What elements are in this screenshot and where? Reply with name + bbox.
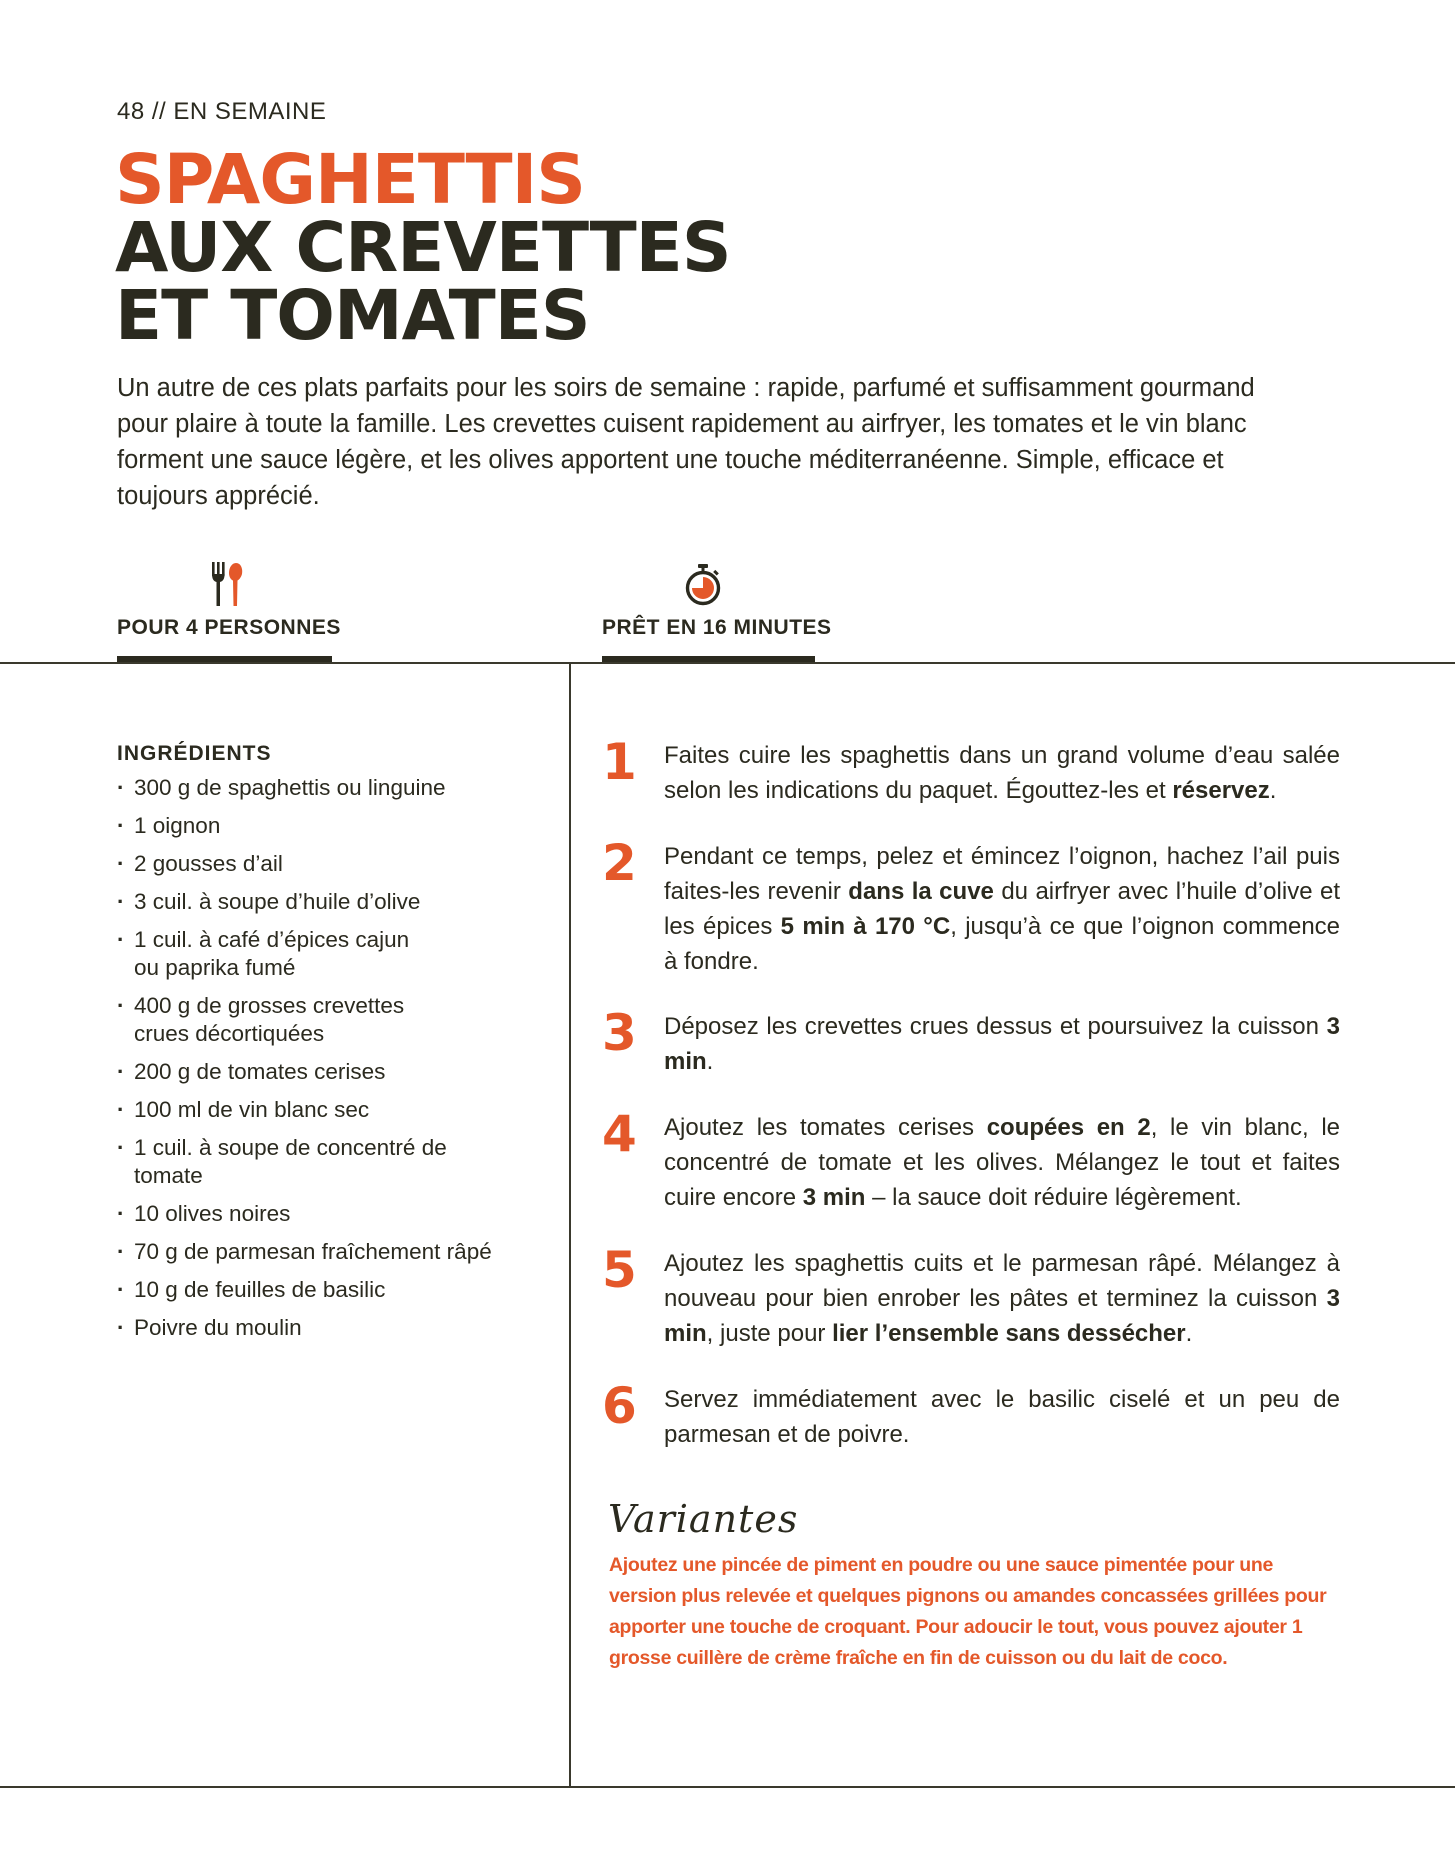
step-text (664, 1382, 1340, 1452)
step-text-segment: Déposez les crevettes crues dessus et poursuivez la cuisson (664, 1013, 1327, 1040)
column-divider (569, 663, 571, 1788)
title-line-3: ET TOMATES (115, 276, 590, 356)
variantes-text: Ajoutez une pincée de piment en poudre ou une sauce pimentée pour une version plus relevée et quelques pignons ou amandes concassées grillées pour apporter une touche de croquant. Pour adoucir le tout, vous pouvez ajouter 1 grosse cuillère de crème fraîche en fin de cuisson ou du lait de coco. (609, 1554, 1327, 1669)
step-text-segment: Servez immédiatement avec le basilic ciselé et un peu de parmesan et de poivre. (664, 1386, 1340, 1448)
ingredient-item: · 400 g de grosses crevettes crues décortiquées (117, 992, 434, 1048)
step-text-segment: Ajoutez les tomates cerises (664, 1114, 987, 1141)
step-text-segment: Faites cuire les spaghettis dans un grand volume d’eau salée selon les indications du paquet. Égouttez-les et (664, 742, 1340, 804)
step-emphasis: coupées en 2 (986, 1114, 1151, 1141)
ingredients-title: INGRÉDIENTS (117, 742, 272, 765)
ingredient-item: · 200 g de tomates cerises (117, 1058, 557, 1086)
step-number: 3 (602, 1004, 637, 1062)
ingredients-list (117, 774, 557, 1352)
title-line-1: SPAGHETTIS (115, 140, 585, 220)
step-emphasis: 3 min (664, 1285, 1340, 1347)
time-label: PRÊT EN 16 MINUTES (602, 616, 832, 639)
section-divider-top (0, 662, 1455, 664)
servings-label: POUR 4 PERSONNES (117, 616, 341, 639)
step-text (664, 1246, 1340, 1351)
step-text (664, 1009, 1340, 1079)
step-text-segment: . (1269, 777, 1277, 804)
step-text-segment: Pendant ce temps, pelez et émincez l’oignon, hachez l’ail puis faites-les revenir (664, 843, 1340, 905)
ingredient-item: · 10 olives noires (117, 1200, 557, 1228)
step-number: 6 (602, 1377, 637, 1435)
step-text-segment: – la sauce doit réduire légèrement. (865, 1184, 1242, 1211)
recipe-title (115, 140, 731, 356)
step-number: 2 (602, 834, 637, 892)
step-text-segment: Ajoutez les spaghettis cuits et le parmesan râpé. Mélangez à nouveau pour bien enrober les pâtes et terminez la cuisson (664, 1250, 1340, 1312)
timer-icon (684, 564, 722, 606)
section-divider-bottom (0, 1786, 1455, 1788)
ingredient-item: · 2 gousses d’ail (117, 850, 557, 878)
step-text-segment: du airfryer avec l’huile d’olive et les épices (664, 878, 1340, 940)
ingredient-item: · 70 g de parmesan fraîchement râpé (117, 1238, 557, 1266)
step-text-segment: . (706, 1048, 714, 1075)
intro-paragraph: Un autre de ces plats parfaits pour les soirs de semaine : rapide, parfumé et suffisamment gourmand pour plaire à toute la famille. Les crevettes cuisent rapidement au airfryer, les tomates et le vin blanc forment une sauce légère, et les olives apportent une touche méditerranéenne. Simple, efficace et toujours apprécié. (117, 374, 1255, 510)
step-emphasis: 3 min (802, 1184, 866, 1211)
step-emphasis: dans la cuve (848, 878, 994, 905)
fork-spoon-icon (210, 562, 244, 608)
step-number: 1 (602, 733, 637, 791)
step-emphasis: 5 min à 170 °C (780, 913, 951, 940)
ingredient-item: · 1 cuil. à café d’épices cajun ou paprika fumé (117, 926, 434, 982)
step-emphasis: 3 min (664, 1013, 1340, 1075)
page-kicker: 48 // EN SEMAINE (117, 98, 327, 125)
ingredient-item: · 1 oignon (117, 812, 557, 840)
ingredient-item: · 10 g de feuilles de basilic (117, 1276, 557, 1304)
ingredient-item: · 3 cuil. à soupe d’huile d’olive (117, 888, 557, 916)
step-number: 4 (602, 1105, 637, 1163)
ingredient-item: · Poivre du moulin (117, 1314, 557, 1342)
step-emphasis: réservez (1172, 777, 1270, 804)
step-text (664, 738, 1340, 808)
step-emphasis: lier l’ensemble sans dessécher (832, 1320, 1186, 1347)
step-text-segment: . (1185, 1320, 1193, 1347)
step-number: 5 (602, 1241, 637, 1299)
step-text-segment: , le vin blanc, le concentré de tomate et les olives. Mélangez le tout et faites cuire encore (664, 1114, 1341, 1211)
title-line-2: AUX CREVETTES (115, 208, 731, 288)
ingredient-item: · 1 cuil. à soupe de concentré de tomate (117, 1134, 484, 1190)
step-text-segment: , jusqu’à ce que l’oignon commence à fondre. (664, 913, 1341, 975)
step-text (664, 1110, 1340, 1215)
step-text (664, 839, 1340, 979)
ingredient-item: · 300 g de spaghettis ou linguine (117, 774, 557, 802)
variantes-title: Variantes (608, 1497, 799, 1541)
ingredient-item: · 100 ml de vin blanc sec (117, 1096, 557, 1124)
step-text-segment: , juste pour (706, 1320, 833, 1347)
